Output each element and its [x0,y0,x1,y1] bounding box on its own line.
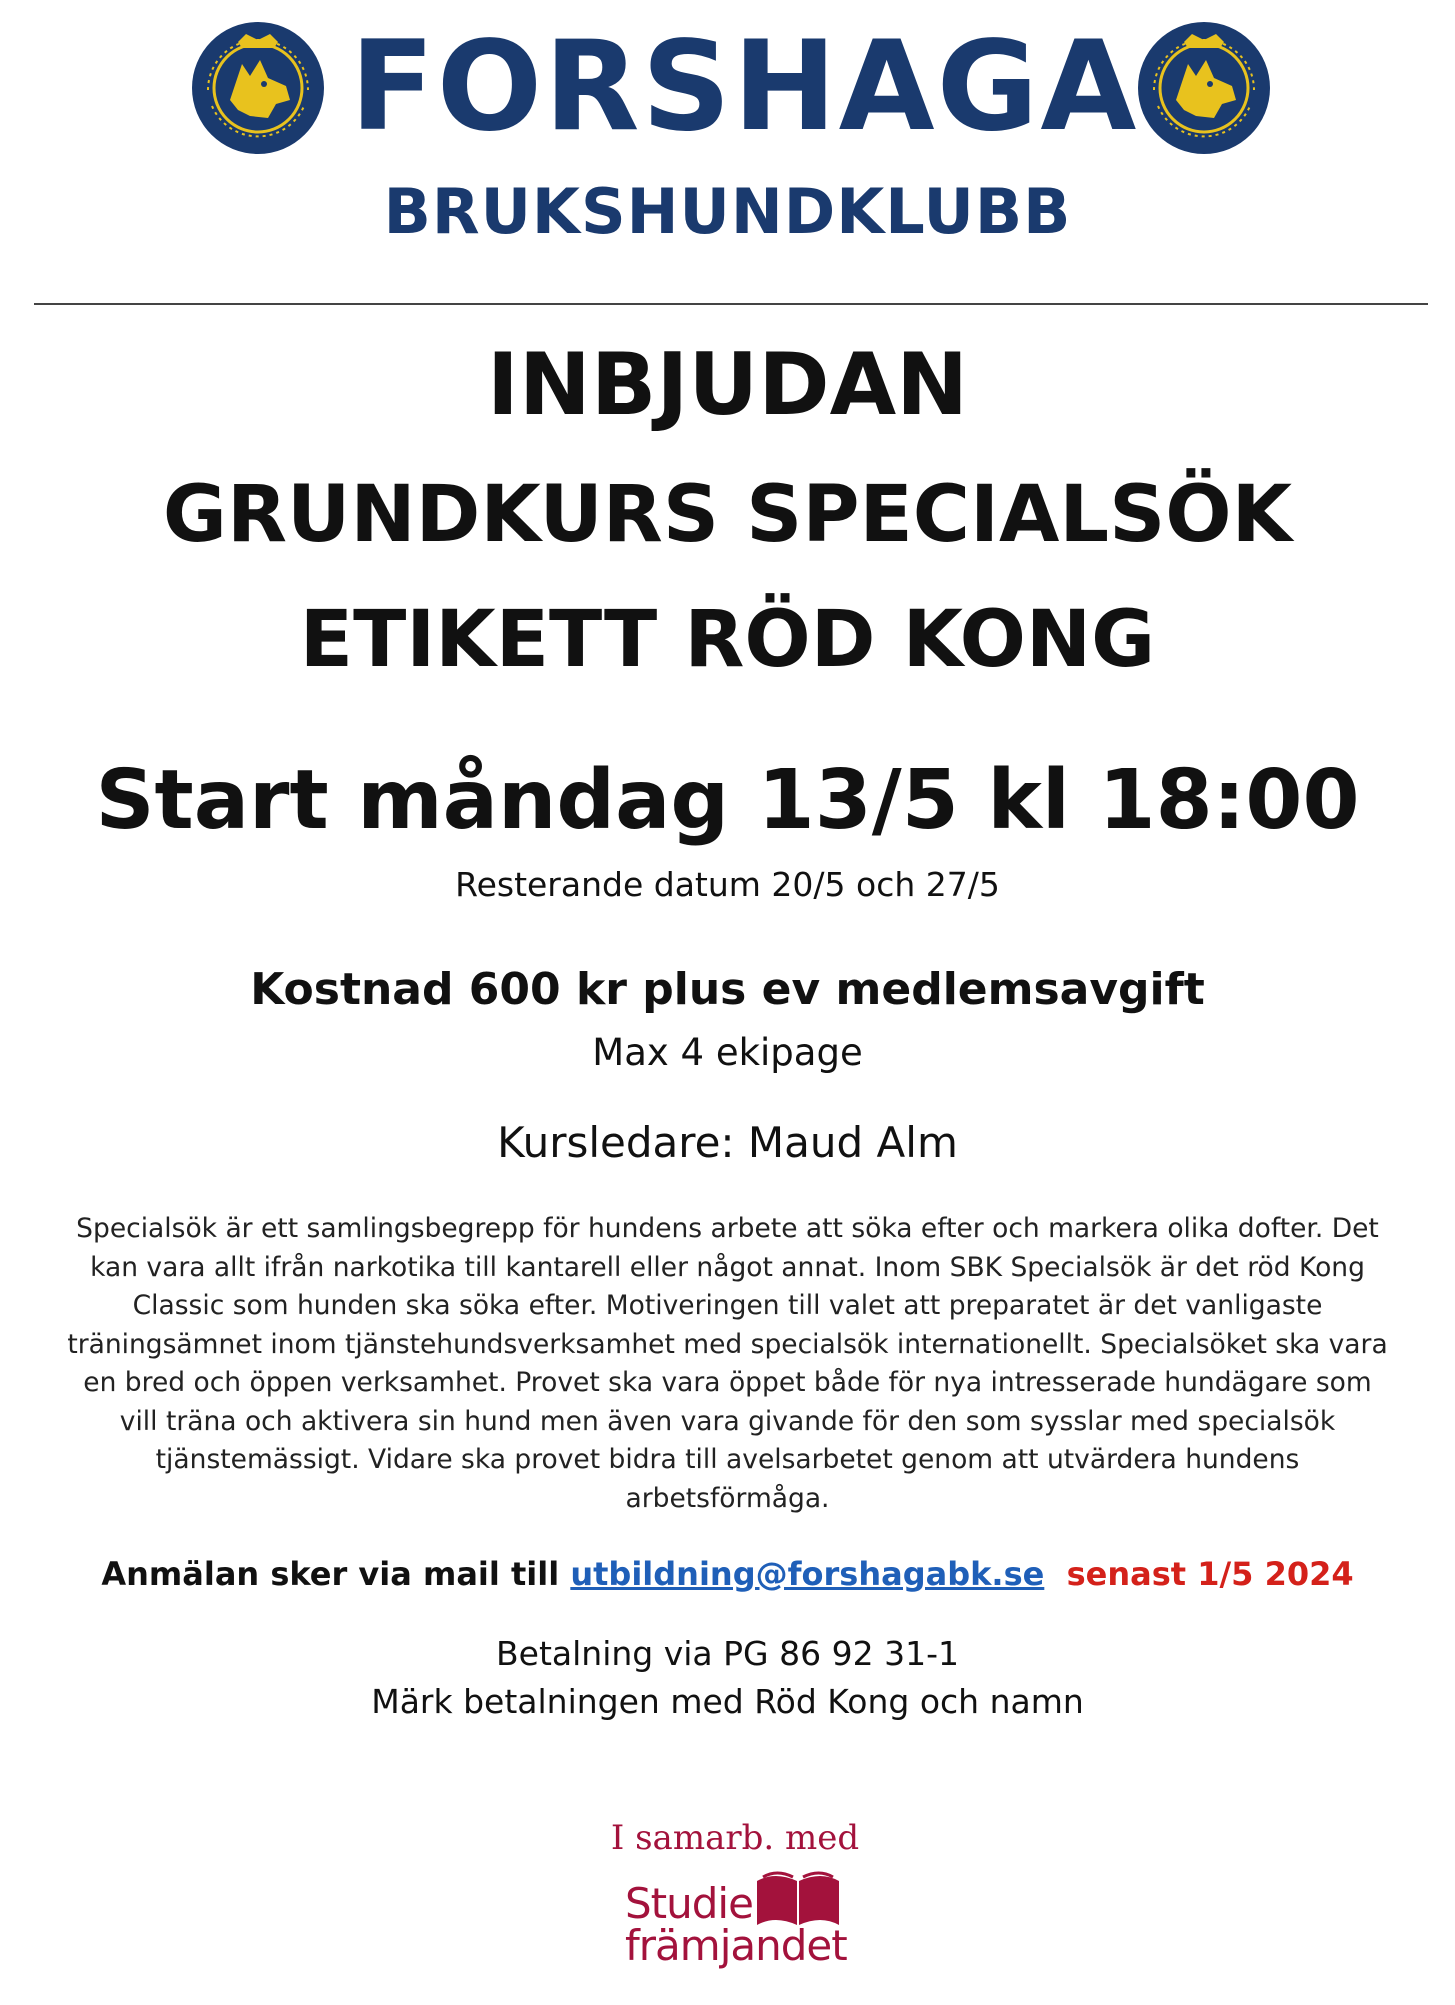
partner-name-line1: Studie [625,1879,753,1928]
payment-account: Betalning via PG 86 92 31-1 [496,1634,959,1673]
remaining-dates: Resterande datum 20/5 och 27/5 [455,865,1000,904]
open-book-icon [753,1869,843,1929]
dog-head-badge-icon [1136,20,1272,156]
max-participants: Max 4 ekipage [592,1031,863,1074]
signup-deadline: senast 1/5 2024 [1066,1555,1354,1593]
description-line: kan vara allt ifrån narkotika till kantarell eller något annat. Inom SBK Specialsök är det röd Kong [90,1251,1365,1283]
description-line: arbetsförmåga. [625,1482,830,1514]
description-line: Specialsök är ett samlingsbegrepp för hundens arbete att söka efter och markera olika dofter. Det [76,1213,1379,1244]
org-subtitle: BRUKSHUNDKLUBB [383,175,1072,248]
cost: Kostnad 600 kr plus ev medlemsavgift [250,964,1205,1015]
title-invitation: INBJUDAN [486,335,969,435]
org-name: FORSHAGA [350,15,1139,159]
dog-head-badge-icon [190,20,326,156]
signup-email-link[interactable]: utbildning@forshagabk.se [570,1555,1045,1593]
payment-reference: Märk betalningen med Röd Kong och namn [371,1682,1084,1721]
description-line: en bred och öppen verksamhet. Provet ska vara öppet både för nya intresserade hundägare som [83,1367,1372,1398]
description-line: tjänstemässigt. Vidare ska provet bidra till avelsarbetet genom att utvärdera hundens [155,1444,1300,1475]
description-line: Classic som hunden ska söka efter. Motiveringen till valet att preparatet är det vanligaste [132,1290,1323,1321]
description [40,1210,1415,1518]
course-leader: Kursledare: Maud Alm [497,1118,958,1167]
partner-name-line2: främjandet [625,1921,847,1970]
partner-caption: I samarb. med [610,1818,860,1858]
header-divider [34,303,1428,305]
partner-logo [605,1815,865,1995]
signup-prefix: Anmälan sker via mail till [101,1555,560,1593]
title-course: GRUNDKURS SPECIALSÖK [162,470,1293,560]
signup-line [0,1550,1455,1598]
title-label: ETIKETT RÖD KONG [299,595,1156,685]
description-line: träningsämnet inom tjänstehundsverksamhet med specialsök internationellt. Specialsöket ska vara [67,1328,1388,1360]
header [0,0,1455,260]
description-line: vill träna och aktivera sin hund men även vara givande för den som sysslar med specialsök [119,1405,1336,1437]
start-datetime: Start måndag 13/5 kl 18:00 [95,753,1360,848]
